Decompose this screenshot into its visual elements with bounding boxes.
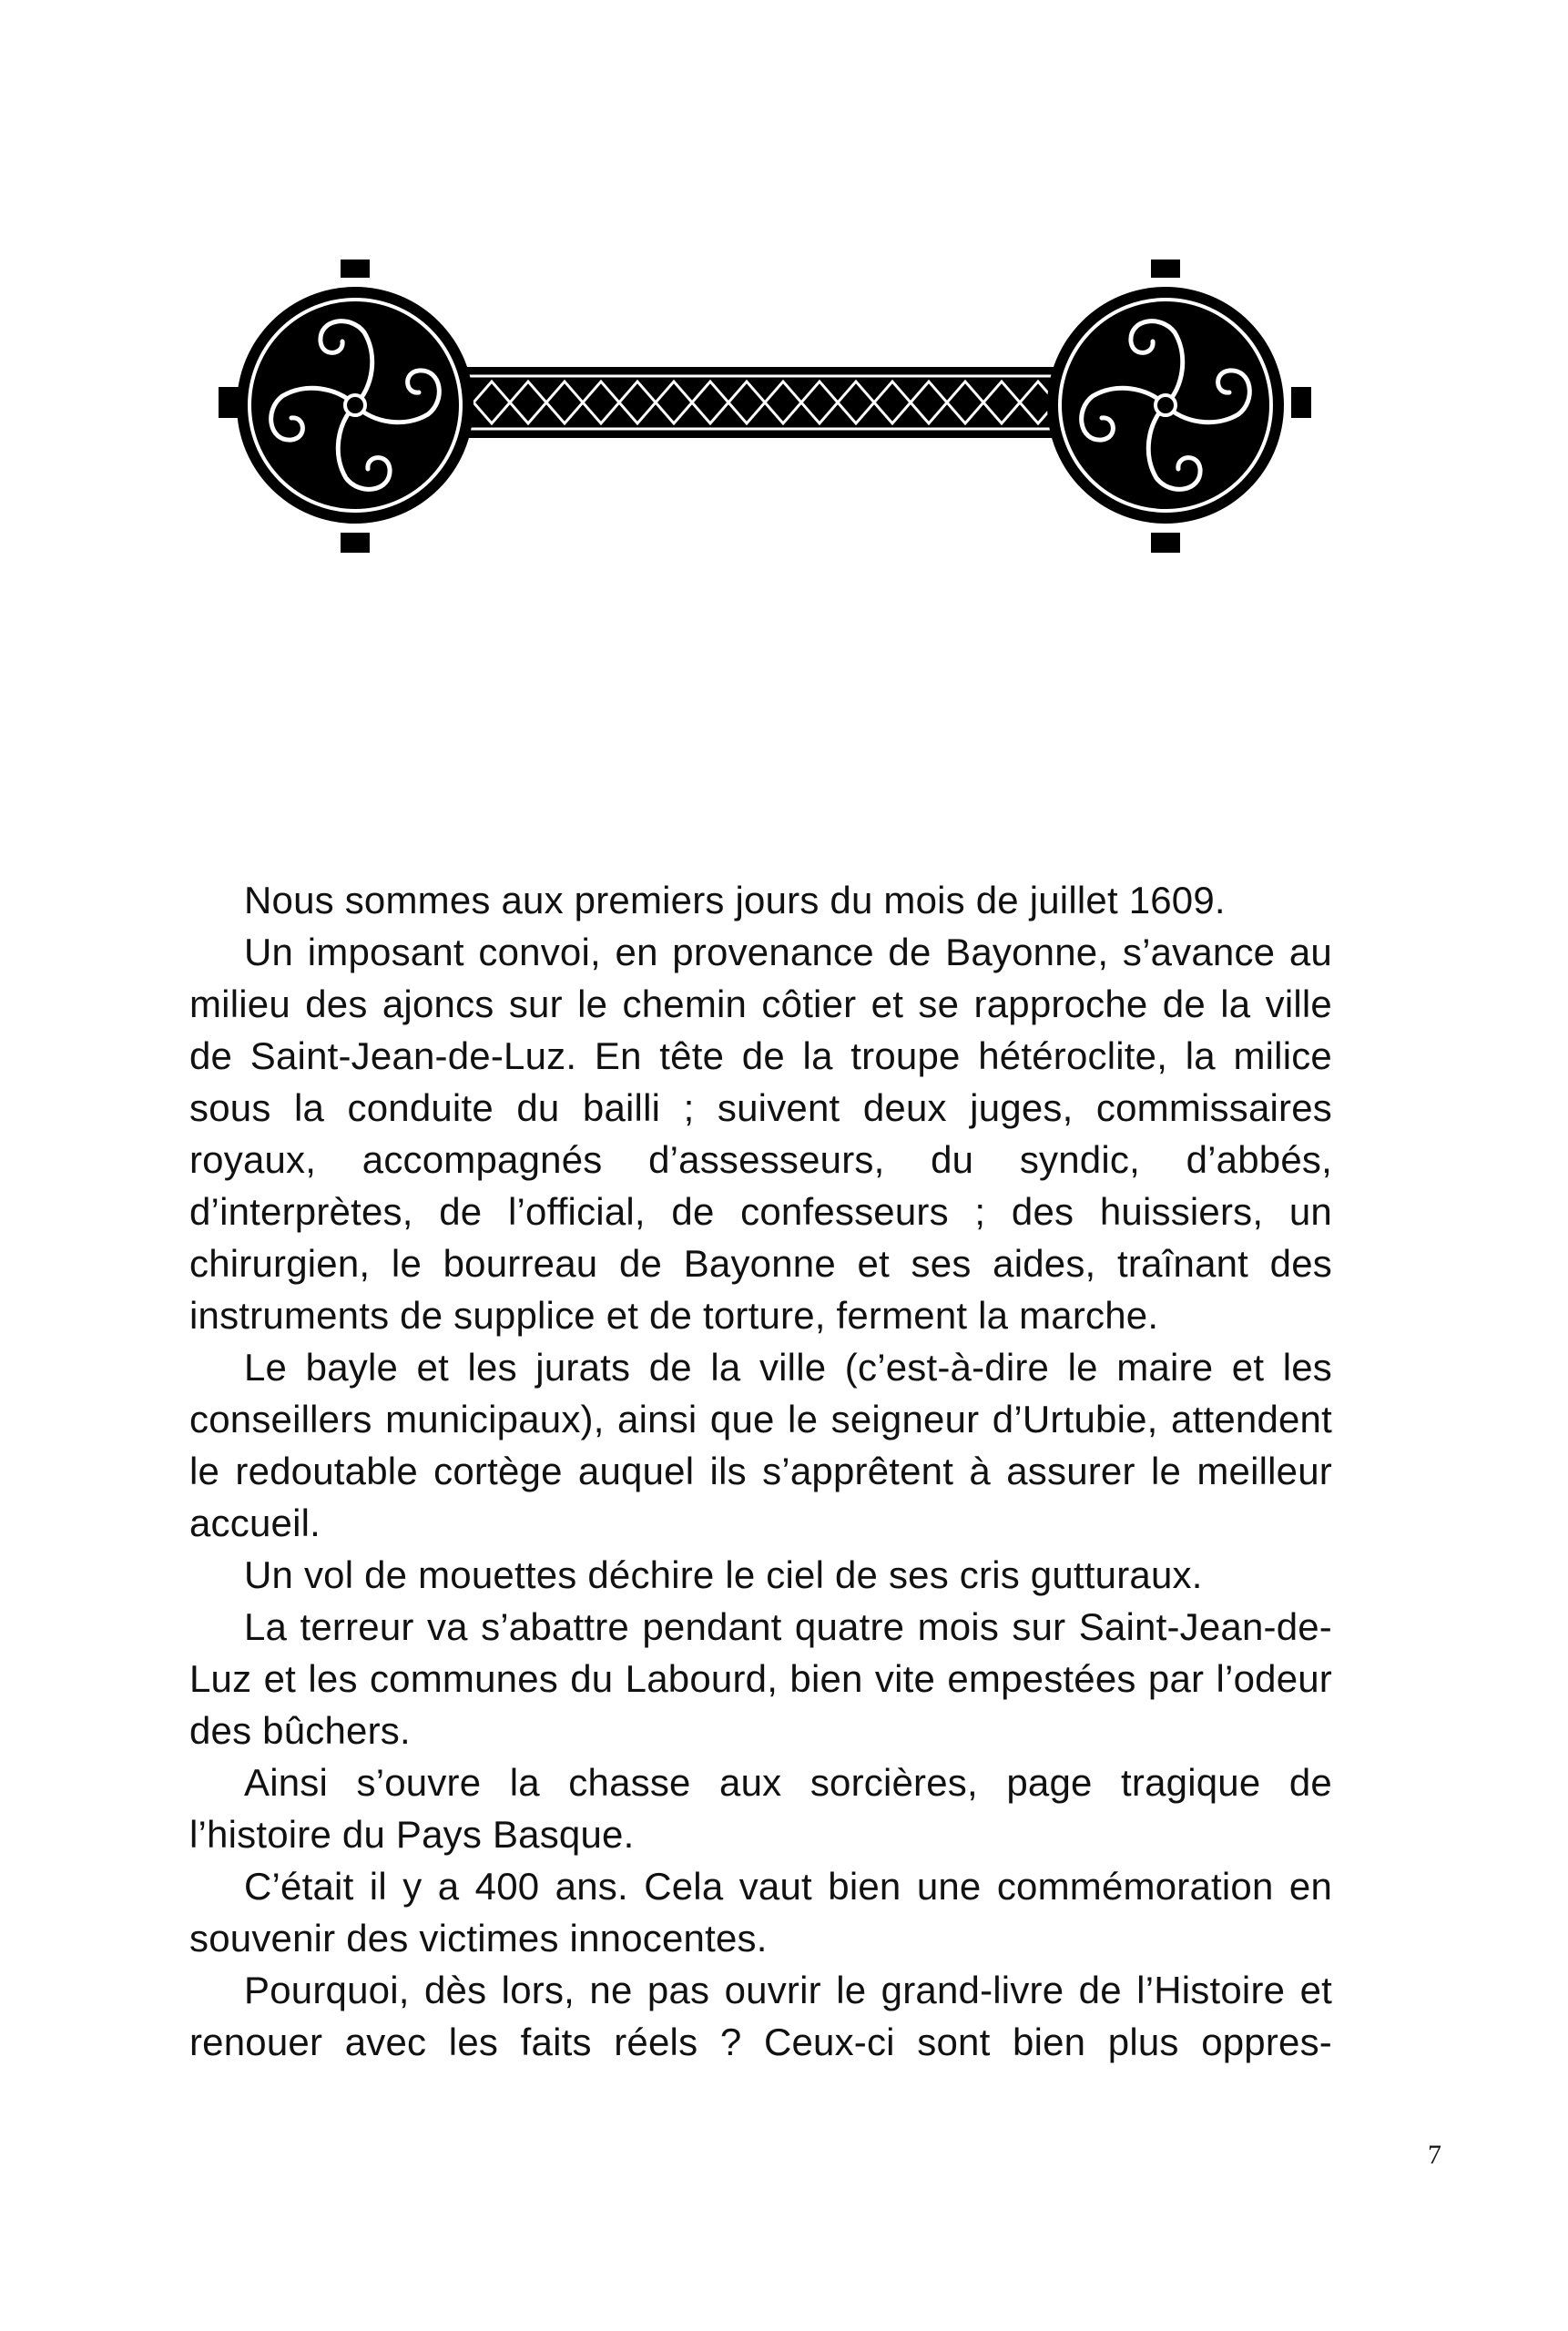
page-number: 7 [1428,2140,1441,2170]
paragraph: Un imposant convoi, en provenance de Bayonne, s’avance au milieu des ajoncs sur le chemin côtier et se rapproche de la ville de Saint-Jean-de-Luz. En tête de la troupe hétéroclite, la milice sous la conduite du bailli ; suivent deux juges, commissaires royaux, accompagnés d’assesseurs, du syndic, d’abbés, d’interprètes, de l’official, de confesseurs ; des huissiers, un chirurgien, le bourreau de Bayonne et ses aides, traînant des instruments de supplice et de torture, ferment la marche. [189,931,1332,1337]
paragraph: Un vol de mouettes déchire le ciel de ses cris gutturaux. [244,1553,1203,1596]
paragraph: Nous sommes aux premiers jours du mois de juillet 1609. [244,879,1226,921]
paragraph: C’était il y a 400 ans. Cela vaut bien une commémoration en souvenir des victimes innocentes. [189,1865,1332,1959]
basque-cross-ornament-icon [219,260,1311,555]
paragraph: Ainsi s’ouvre la chasse aux sorcières, page tragique de l’histoire du Pays Basque. [189,1761,1332,1856]
paragraph: La terreur va s’abattre pendant quatre mois sur Saint-Jean-de-Luz et les communes du Labourd, bien vite empestées par l’odeur des bûchers. [189,1605,1332,1752]
paragraph: Le bayle et les jurats de la ville (c’est-à-dire le maire et les conseillers municipaux), ainsi que le seigneur d’Urtubie, attendent le redoutable cortège auquel ils s’apprêtent à assurer le meilleur accueil. [189,1346,1332,1544]
body-text [189,874,1332,2068]
paragraph: Pourquoi, dès lors, ne pas ouvrir le grand-livre de l’Histoire et renouer avec les faits réels ? Ceux-ci sont bien plus oppres- [189,1969,1332,2063]
